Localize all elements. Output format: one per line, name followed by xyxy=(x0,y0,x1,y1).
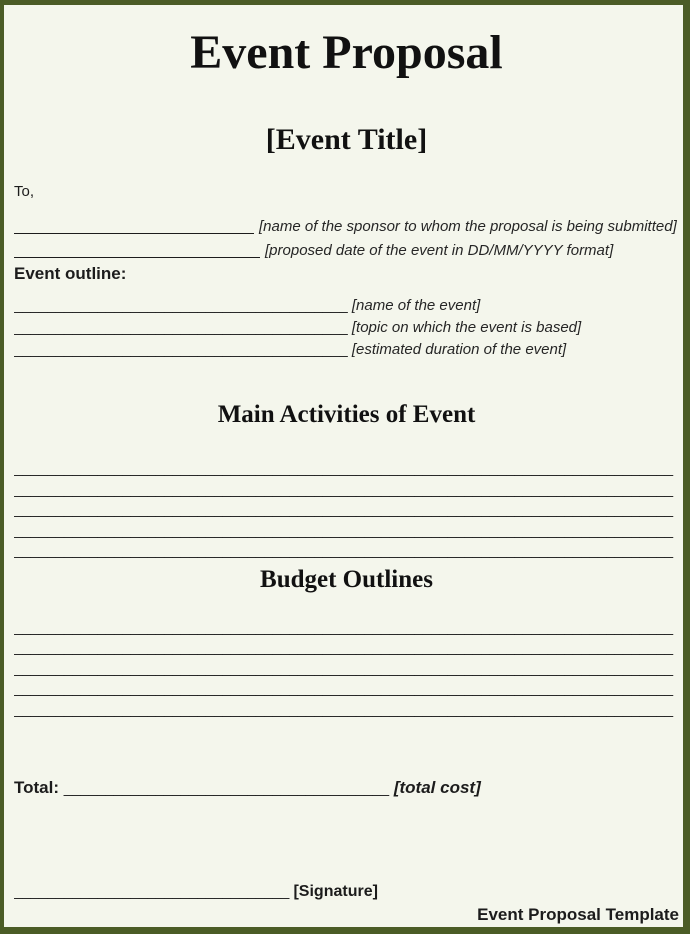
budget-blank-line: _______________________________________________________________________________ xyxy=(14,618,674,636)
outline-name-annotation: [name of the event] xyxy=(351,297,481,314)
budget-outlines-heading: Budget Outlines xyxy=(260,565,433,593)
main-activities-blank-line: _______________________________________________________________________________ xyxy=(14,501,674,518)
total-label: Total: xyxy=(14,778,60,797)
outline-topic-annotation: [topic on which the event is based] xyxy=(351,319,582,336)
date-line xyxy=(14,239,679,263)
budget-blank-line: _______________________________________________________________________________ xyxy=(14,639,674,656)
main-activities-blank-line: _______________________________________________________________________________ xyxy=(14,542,674,559)
outline-line-name xyxy=(14,295,679,317)
outline-name-blank: ________________________________________ xyxy=(14,297,348,314)
signature-blank: _________________________________ xyxy=(14,883,290,900)
outline-line-topic xyxy=(14,317,679,339)
signature-line xyxy=(14,881,679,903)
outline-duration-blank: ________________________________________ xyxy=(14,341,348,358)
salutation: To, xyxy=(14,183,35,200)
total-cost-annotation: [total cost] xyxy=(393,778,481,797)
main-activities-blank-line: _______________________________________________________________________________ xyxy=(14,460,674,477)
sponsor-annotation: [name of the sponsor to whom the proposal is being submitted] xyxy=(259,218,677,235)
main-activities-blank-lines xyxy=(14,459,679,562)
outline-topic-blank: ________________________________________ xyxy=(14,319,348,336)
main-activities-blank-line: _______________________________________________________________________________ xyxy=(14,521,674,539)
budget-blank-line: _______________________________________________________________________________ xyxy=(14,700,674,718)
date-annotation: [proposed date of the event in DD/MM/YYYY format] xyxy=(265,242,614,259)
outline-line-duration xyxy=(14,339,679,361)
outline-duration-annotation: [estimated duration of the event] xyxy=(351,341,567,358)
event-title-placeholder: [Event Title] xyxy=(265,123,428,156)
main-activities-blank-line: _______________________________________________________________________________ xyxy=(14,480,674,498)
main-activities-heading: Main Activities of Event xyxy=(217,401,476,428)
total-line xyxy=(14,776,679,801)
signature-annotation: [Signature] xyxy=(293,883,378,900)
total-blank: _______________________________________ xyxy=(63,780,390,797)
sponsor-blank-line xyxy=(14,219,254,234)
budget-blank-lines xyxy=(14,618,679,721)
document-title: Event Proposal xyxy=(190,26,503,79)
sponsor-line xyxy=(14,215,679,239)
footer-template-label: Event Proposal Template xyxy=(477,905,679,924)
event-outline-rows xyxy=(14,295,679,361)
budget-blank-line: _______________________________________________________________________________ xyxy=(14,659,674,677)
event-outline-heading: Event outline: xyxy=(14,264,127,283)
date-blank-line xyxy=(14,243,260,258)
budget-blank-line: _______________________________________________________________________________ xyxy=(14,680,674,697)
